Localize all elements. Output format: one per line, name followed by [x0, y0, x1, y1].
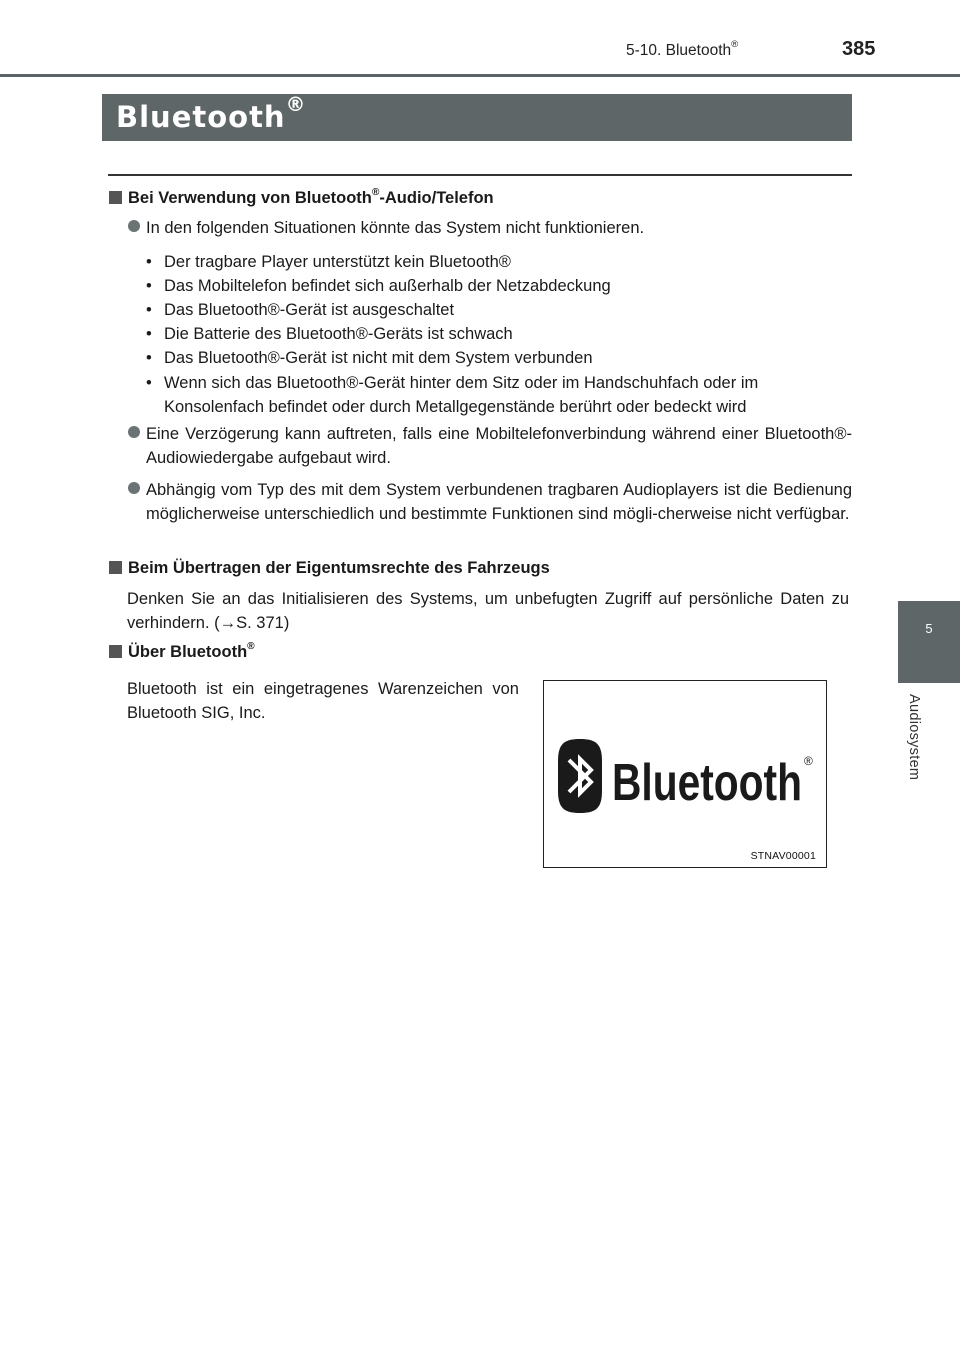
sub-bullet-text: Wenn sich das Bluetooth®-Gerät hinter dem Sitz oder im Handschuhfach oder im	[164, 374, 759, 392]
list-item-text: Abhängig vom Typ des mit dem System verbundenen tragbaren Audioplayers ist die Bedienung möglicherweise unterschiedlich und bestimmte Funktionen sind mögli-cherweise nicht verfügbar.	[146, 481, 852, 523]
sub-bullet-text: Das Mobiltelefon befindet sich außerhalb der Netzabdeckung	[164, 277, 611, 295]
dot-bullet-icon: •	[146, 349, 152, 367]
list-item-text: Eine Verzögerung kann auftreten, falls eine Mobiltelefonverbindung während einer Bluetooth®-Audiowiedergabe aufgebaut wird.	[146, 425, 852, 467]
registered-mark: ®	[285, 93, 307, 117]
list-item	[146, 422, 852, 470]
logo-registered-mark: ®	[804, 754, 813, 768]
header-rule	[0, 74, 960, 77]
page-title-text: Bluetooth	[116, 100, 286, 134]
sub-bullet	[146, 298, 455, 322]
section-heading	[109, 559, 550, 578]
registered-mark: ®	[371, 186, 380, 198]
dot-bullet-icon: •	[146, 301, 152, 319]
section-heading-tail: -Audio/Telefon	[379, 189, 494, 207]
section-heading-text: Über Bluetooth	[128, 643, 248, 661]
section-heading-text: Beim Übertragen der Eigentumsrechte des Fahrzeugs	[128, 559, 550, 577]
section-paragraph: Bluetooth ist ein eingetragenes Warenzeichen von Bluetooth SIG, Inc.	[127, 680, 519, 722]
dot-bullet-icon: •	[146, 374, 152, 392]
bluetooth-logo-figure	[543, 680, 827, 868]
figure-code: STNAV00001	[750, 850, 816, 862]
registered-mark: ®	[247, 640, 255, 652]
page-title	[116, 93, 307, 134]
bluetooth-logo	[544, 681, 828, 869]
circle-bullet-icon	[128, 482, 140, 494]
dot-bullet-icon: •	[146, 325, 152, 343]
page-number: 385	[842, 38, 876, 60]
sub-bullet	[146, 250, 511, 274]
running-header-text: 5-10. Bluetooth	[626, 42, 732, 59]
circle-bullet-icon	[128, 426, 140, 438]
chapter-tab-number: 5	[925, 621, 933, 636]
chapter-tab-label: Audiosystem	[906, 694, 922, 781]
chapter-title-bar	[102, 94, 852, 141]
dot-bullet-icon: •	[146, 277, 152, 295]
sub-bullet	[146, 322, 513, 346]
square-bullet-icon	[109, 645, 122, 658]
section-heading	[109, 186, 494, 208]
running-header-section	[626, 39, 739, 60]
sub-bullet	[146, 371, 759, 395]
list-item	[146, 216, 852, 240]
sub-bullet-continuation: Konsolenfach befindet oder durch Metallgegenstände berührt oder bedeckt wird	[164, 398, 747, 416]
sub-bullet-text: Der tragbare Player unterstützt kein Bluetooth®	[164, 253, 511, 271]
sub-bullet-text: Das Bluetooth®-Gerät ist nicht mit dem System verbunden	[164, 349, 593, 367]
section-divider	[108, 174, 852, 176]
list-item	[146, 478, 852, 526]
list-item-text: In den folgenden Situationen könnte das System nicht funktionieren.	[146, 219, 645, 237]
sub-bullet	[146, 274, 611, 298]
chapter-tab	[898, 601, 960, 683]
bluetooth-wordmark: Bluetooth	[612, 754, 802, 812]
square-bullet-icon	[109, 191, 122, 204]
section-heading-text: Bei Verwendung von Bluetooth	[128, 189, 372, 207]
square-bullet-icon	[109, 561, 122, 574]
dot-bullet-icon: •	[146, 253, 152, 271]
bluetooth-rune-icon	[558, 739, 602, 813]
section-paragraph: Denken Sie an das Initialisieren des Systems, um unbefugten Zugriff auf persönliche Daten zu verhindern. (→S. 371)	[127, 590, 849, 632]
sub-bullet-text: Die Batterie des Bluetooth®-Geräts ist schwach	[164, 325, 513, 343]
sub-bullet	[146, 346, 593, 370]
registered-mark: ®	[731, 39, 739, 51]
sub-bullet-text: Das Bluetooth®-Gerät ist ausgeschaltet	[164, 301, 455, 319]
section-heading	[109, 640, 255, 662]
circle-bullet-icon	[128, 220, 140, 232]
